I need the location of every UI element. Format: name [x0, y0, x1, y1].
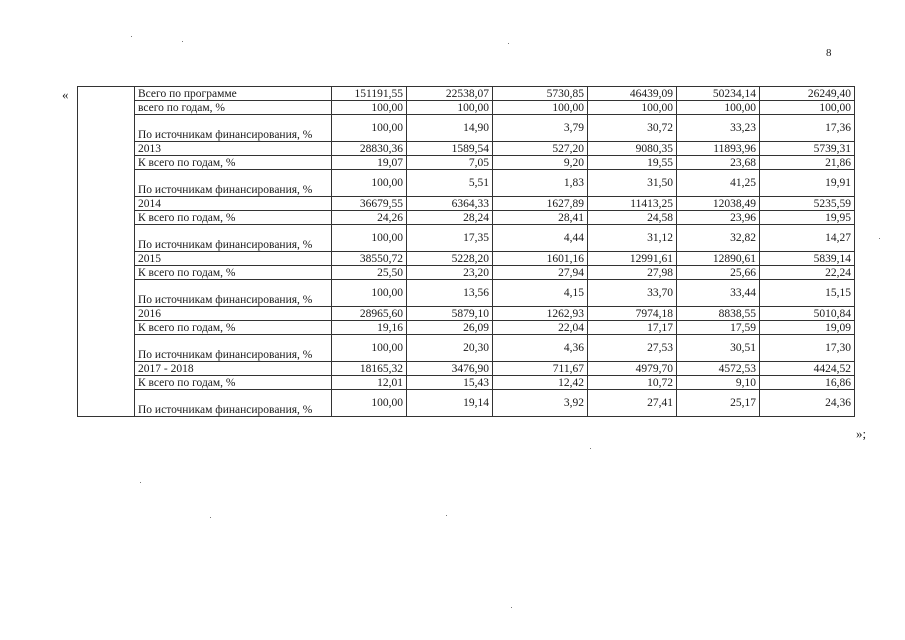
scan-speck	[446, 515, 447, 516]
value-cell: 5235,59	[760, 197, 855, 211]
value-cell: 16,86	[760, 376, 855, 390]
table-row	[78, 225, 855, 252]
blank-cell	[78, 225, 135, 252]
table-row	[78, 197, 855, 211]
value-cell: 17,17	[588, 321, 677, 335]
value-cell: 22,24	[760, 266, 855, 280]
value-cell: 100,00	[332, 390, 407, 417]
value-cell: 5739,31	[760, 142, 855, 156]
table-row	[78, 87, 855, 101]
value-cell: 28,24	[407, 211, 493, 225]
table-row	[78, 266, 855, 280]
blank-cell	[78, 101, 135, 115]
value-cell: 22,04	[493, 321, 588, 335]
value-cell: 19,95	[760, 211, 855, 225]
row-label: 2014	[135, 197, 332, 211]
value-cell: 4,15	[493, 280, 588, 307]
table-row	[78, 321, 855, 335]
value-cell: 27,94	[493, 266, 588, 280]
value-cell: 100,00	[677, 101, 760, 115]
blank-cell	[78, 142, 135, 156]
value-cell: 1601,16	[493, 252, 588, 266]
value-cell: 527,20	[493, 142, 588, 156]
value-cell: 25,17	[677, 390, 760, 417]
scan-speck	[182, 41, 183, 42]
page-number: 8	[826, 47, 832, 59]
value-cell: 711,67	[493, 362, 588, 376]
value-cell: 46439,09	[588, 87, 677, 101]
scan-speck	[210, 517, 211, 518]
value-cell: 17,36	[760, 115, 855, 142]
row-label: По источникам финансирования, %	[135, 225, 332, 252]
scan-speck	[508, 43, 509, 44]
value-cell: 15,15	[760, 280, 855, 307]
blank-cell	[78, 170, 135, 197]
value-cell: 5010,84	[760, 307, 855, 321]
value-cell: 100,00	[760, 101, 855, 115]
row-label: По источникам финансирования, %	[135, 335, 332, 362]
blank-cell	[78, 376, 135, 390]
value-cell: 5,51	[407, 170, 493, 197]
value-cell: 28830,36	[332, 142, 407, 156]
value-cell: 8838,55	[677, 307, 760, 321]
value-cell: 4,36	[493, 335, 588, 362]
value-cell: 28,41	[493, 211, 588, 225]
value-cell: 22538,07	[407, 87, 493, 101]
value-cell: 100,00	[332, 101, 407, 115]
blank-cell	[78, 321, 135, 335]
value-cell: 100,00	[332, 280, 407, 307]
row-label: 2016	[135, 307, 332, 321]
closing-quote: »;	[856, 426, 867, 441]
value-cell: 23,68	[677, 156, 760, 170]
table-row	[78, 142, 855, 156]
blank-cell	[78, 115, 135, 142]
value-cell: 12,01	[332, 376, 407, 390]
table-row	[78, 280, 855, 307]
table-row	[78, 156, 855, 170]
value-cell: 4424,52	[760, 362, 855, 376]
value-cell: 24,26	[332, 211, 407, 225]
value-cell: 1627,89	[493, 197, 588, 211]
value-cell: 100,00	[407, 101, 493, 115]
value-cell: 32,82	[677, 225, 760, 252]
value-cell: 41,25	[677, 170, 760, 197]
blank-cell	[78, 280, 135, 307]
value-cell: 11413,25	[588, 197, 677, 211]
row-label: К всего по годам, %	[135, 156, 332, 170]
value-cell: 13,56	[407, 280, 493, 307]
value-cell: 5228,20	[407, 252, 493, 266]
value-cell: 17,35	[407, 225, 493, 252]
value-cell: 25,50	[332, 266, 407, 280]
scan-speck	[140, 482, 141, 483]
scan-speck	[879, 238, 880, 239]
row-label: По источникам финансирования, %	[135, 170, 332, 197]
value-cell: 6364,33	[407, 197, 493, 211]
value-cell: 21,86	[760, 156, 855, 170]
blank-cell	[78, 266, 135, 280]
value-cell: 9,20	[493, 156, 588, 170]
table-row	[78, 211, 855, 225]
table-row	[78, 170, 855, 197]
value-cell: 25,66	[677, 266, 760, 280]
value-cell: 12,42	[493, 376, 588, 390]
value-cell: 19,07	[332, 156, 407, 170]
value-cell: 100,00	[588, 101, 677, 115]
table-row	[78, 335, 855, 362]
value-cell: 31,12	[588, 225, 677, 252]
scan-speck	[131, 36, 132, 37]
financing-table	[77, 86, 855, 417]
value-cell: 26,09	[407, 321, 493, 335]
table-row	[78, 362, 855, 376]
value-cell: 100,00	[332, 335, 407, 362]
row-label: К всего по годам, %	[135, 376, 332, 390]
blank-cell	[78, 197, 135, 211]
table-body	[78, 87, 855, 417]
value-cell: 27,53	[588, 335, 677, 362]
row-label: К всего по годам, %	[135, 321, 332, 335]
row-label: всего по годам, %	[135, 101, 332, 115]
value-cell: 36679,55	[332, 197, 407, 211]
value-cell: 1262,93	[493, 307, 588, 321]
table-row	[78, 390, 855, 417]
value-cell: 31,50	[588, 170, 677, 197]
value-cell: 4,44	[493, 225, 588, 252]
value-cell: 33,44	[677, 280, 760, 307]
value-cell: 3476,90	[407, 362, 493, 376]
value-cell: 3,92	[493, 390, 588, 417]
value-cell: 27,41	[588, 390, 677, 417]
value-cell: 19,91	[760, 170, 855, 197]
row-label: 2015	[135, 252, 332, 266]
blank-cell	[78, 156, 135, 170]
value-cell: 27,98	[588, 266, 677, 280]
table-row	[78, 252, 855, 266]
row-label: 2017 - 2018	[135, 362, 332, 376]
value-cell: 5730,85	[493, 87, 588, 101]
blank-cell	[78, 390, 135, 417]
value-cell: 12890,61	[677, 252, 760, 266]
blank-cell	[78, 307, 135, 321]
value-cell: 24,36	[760, 390, 855, 417]
value-cell: 100,00	[332, 225, 407, 252]
value-cell: 18165,32	[332, 362, 407, 376]
blank-cell	[78, 87, 135, 101]
scan-speck	[511, 607, 512, 608]
value-cell: 30,72	[588, 115, 677, 142]
value-cell: 24,58	[588, 211, 677, 225]
value-cell: 33,23	[677, 115, 760, 142]
row-label: Всего по программе	[135, 87, 332, 101]
table-row	[78, 376, 855, 390]
value-cell: 33,70	[588, 280, 677, 307]
value-cell: 12038,49	[677, 197, 760, 211]
value-cell: 23,96	[677, 211, 760, 225]
value-cell: 9080,35	[588, 142, 677, 156]
scan-speck	[590, 448, 591, 449]
value-cell: 38550,72	[332, 252, 407, 266]
value-cell: 20,30	[407, 335, 493, 362]
value-cell: 14,27	[760, 225, 855, 252]
value-cell: 4572,53	[677, 362, 760, 376]
table-row	[78, 101, 855, 115]
value-cell: 5879,10	[407, 307, 493, 321]
blank-cell	[78, 335, 135, 362]
value-cell: 50234,14	[677, 87, 760, 101]
value-cell: 17,30	[760, 335, 855, 362]
value-cell: 9,10	[677, 376, 760, 390]
row-label: К всего по годам, %	[135, 211, 332, 225]
value-cell: 19,09	[760, 321, 855, 335]
row-label: По источникам финансирования, %	[135, 280, 332, 307]
value-cell: 30,51	[677, 335, 760, 362]
blank-cell	[78, 362, 135, 376]
row-label: По источникам финансирования, %	[135, 115, 332, 142]
value-cell: 7974,18	[588, 307, 677, 321]
value-cell: 151191,55	[332, 87, 407, 101]
value-cell: 28965,60	[332, 307, 407, 321]
value-cell: 19,55	[588, 156, 677, 170]
row-label: 2013	[135, 142, 332, 156]
value-cell: 14,90	[407, 115, 493, 142]
value-cell: 11893,96	[677, 142, 760, 156]
blank-cell	[78, 252, 135, 266]
value-cell: 1,83	[493, 170, 588, 197]
value-cell: 23,20	[407, 266, 493, 280]
value-cell: 100,00	[332, 170, 407, 197]
value-cell: 100,00	[332, 115, 407, 142]
value-cell: 17,59	[677, 321, 760, 335]
row-label: По источникам финансирования, %	[135, 390, 332, 417]
value-cell: 7,05	[407, 156, 493, 170]
value-cell: 100,00	[493, 101, 588, 115]
value-cell: 10,72	[588, 376, 677, 390]
value-cell: 5839,14	[760, 252, 855, 266]
value-cell: 1589,54	[407, 142, 493, 156]
blank-cell	[78, 211, 135, 225]
value-cell: 26249,40	[760, 87, 855, 101]
opening-quote: «	[62, 87, 69, 102]
value-cell: 12991,61	[588, 252, 677, 266]
table-row	[78, 115, 855, 142]
table-row	[78, 307, 855, 321]
value-cell: 19,16	[332, 321, 407, 335]
value-cell: 15,43	[407, 376, 493, 390]
value-cell: 3,79	[493, 115, 588, 142]
value-cell: 19,14	[407, 390, 493, 417]
row-label: К всего по годам, %	[135, 266, 332, 280]
value-cell: 4979,70	[588, 362, 677, 376]
